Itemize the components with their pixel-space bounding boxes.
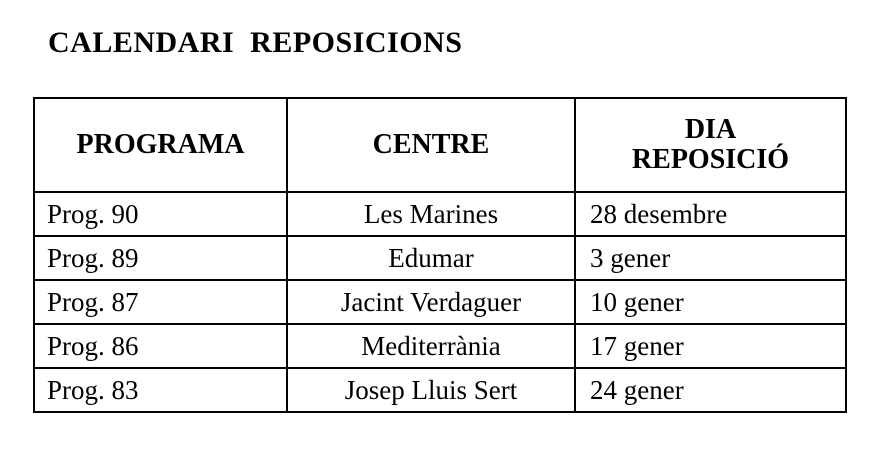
- cell-dia: 28 desembre: [575, 192, 846, 236]
- column-header-dia-reposicio: [575, 98, 846, 192]
- table-header-row: [34, 98, 846, 192]
- table-body: [34, 192, 846, 412]
- calendar-table-container: [33, 97, 845, 413]
- cell-centre: Les Marines: [287, 192, 575, 236]
- cell-programa: Prog. 89: [34, 236, 287, 280]
- table-row: [34, 192, 846, 236]
- column-header-centre-label: CENTRE: [372, 128, 490, 160]
- table-header: [34, 98, 846, 192]
- calendar-table: [33, 97, 847, 413]
- cell-programa: Prog. 90: [34, 192, 287, 236]
- cell-centre: Mediterrània: [287, 324, 575, 368]
- cell-programa: Prog. 86: [34, 324, 287, 368]
- page-title: CALENDARI REPOSICIONS: [48, 26, 463, 59]
- cell-centre: Jacint Verdaguer: [287, 280, 575, 324]
- cell-dia: 3 gener: [575, 236, 846, 280]
- table-row: [34, 368, 846, 412]
- column-header-dia-line1: DIA: [684, 113, 737, 145]
- column-header-dia-line2: REPOSICIÓ: [631, 144, 790, 175]
- cell-centre: Josep Lluis Sert: [287, 368, 575, 412]
- column-header-programa: [34, 98, 287, 192]
- cell-dia: 10 gener: [575, 280, 846, 324]
- column-header-centre: [287, 98, 575, 192]
- table-row: [34, 236, 846, 280]
- cell-programa: Prog. 87: [34, 280, 287, 324]
- cell-centre: Edumar: [287, 236, 575, 280]
- column-header-programa-label: PROGRAMA: [76, 128, 245, 160]
- cell-dia: 24 gener: [575, 368, 846, 412]
- cell-programa: Prog. 83: [34, 368, 287, 412]
- table-row: [34, 280, 846, 324]
- table-row: [34, 324, 846, 368]
- cell-dia: 17 gener: [575, 324, 846, 368]
